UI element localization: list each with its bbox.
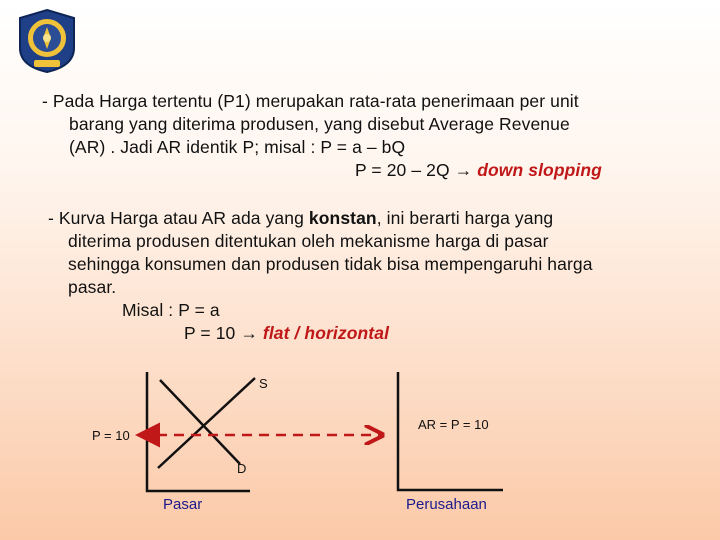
supply-label: S [259,376,268,391]
paragraph1-equation-emphasis: down slopping [477,160,602,180]
paragraph1-line1: - Pada Harga tertentu (P1) merupakan rata-rata penerimaan per unit [42,91,579,111]
paragraph2-line1-bold: konstan [308,208,377,228]
paragraph2-equation [48,322,688,345]
demand-label: D [237,461,247,476]
ar-label: AR = P = 10 [418,417,489,432]
paragraph1-equation [42,159,682,182]
paragraph-average-revenue [42,90,682,182]
market-firm-diagram [0,360,720,540]
paragraph2-equation-emphasis: flat / horizontal [262,323,390,343]
university-logo [16,8,78,74]
paragraph2-line1-before: - Kurva Harga atau AR ada yang [48,208,309,228]
firm-caption: Perusahaan [406,496,487,513]
market-caption: Pasar [163,496,203,513]
paragraph2-line1 [48,207,688,230]
paragraph1-line3: (AR) . Jadi AR identik P; misal : P = a – bQ [69,137,406,157]
paragraph2-line2: diterima produsen ditentukan oleh mekanisme harga di pasar [68,231,549,251]
paragraph-constant-price [48,207,688,345]
paragraph2-line4: pasar. [68,277,117,297]
paragraph2-line1-after: , ini berarti harga yang [376,208,554,228]
paragraph2-misal: Misal : P = a [122,300,220,320]
paragraph1-line2: barang yang diterima produsen, yang disebut Average Revenue [69,114,570,134]
price-label: P = 10 [92,428,130,443]
paragraph1-equation-text: P = 20 – 2Q → [355,160,478,180]
paragraph2-line3: sehingga konsumen dan produsen tidak bisa mempengaruhi harga [68,254,593,274]
paragraph2-equation-text: P = 10 → [184,323,263,343]
demand-curve [160,380,240,464]
